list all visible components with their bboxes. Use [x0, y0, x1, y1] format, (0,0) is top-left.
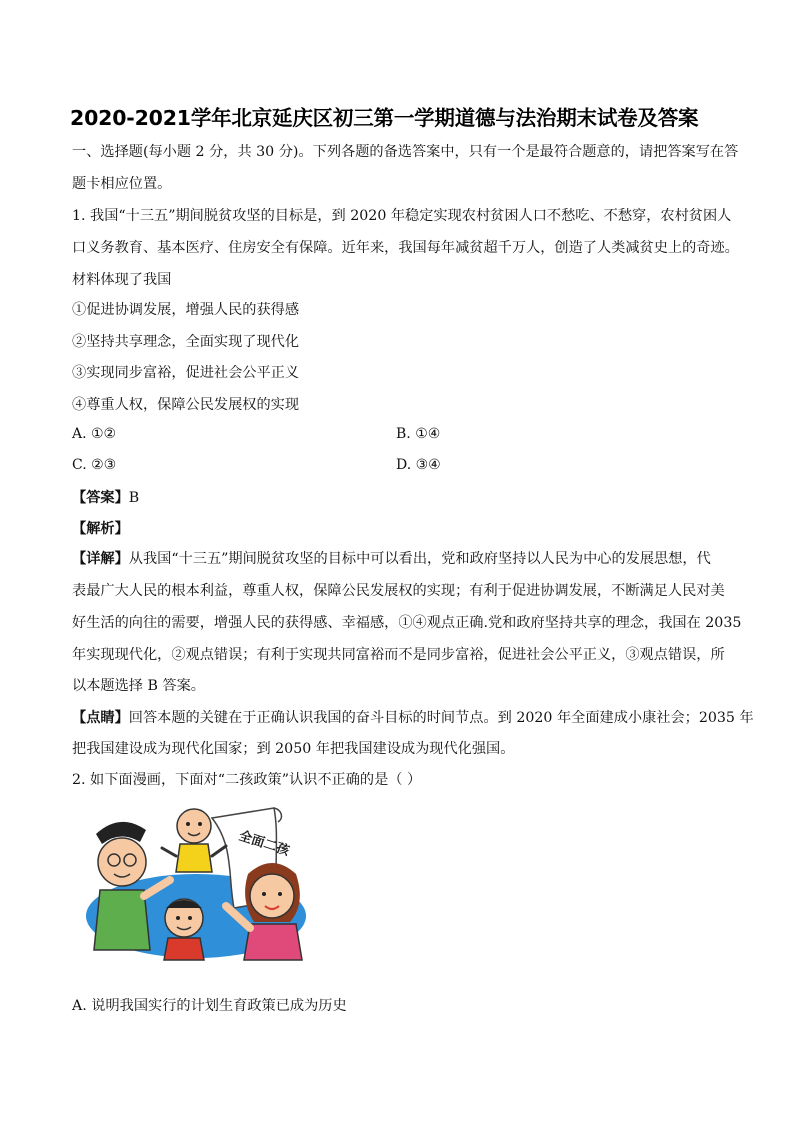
q1-option-b: B. ①④: [396, 426, 441, 442]
answer-label: 【答案】: [72, 490, 129, 506]
detail-line-1: [72, 549, 711, 569]
analysis-label: 【解析】: [72, 521, 129, 537]
comic-son: [164, 899, 204, 960]
family-comic-illustration: [84, 800, 314, 962]
answer-value: B: [128, 490, 140, 506]
q1-item-1: ①促进协调发展，增强人民的获得感: [72, 302, 300, 318]
q2-option-a: A. 说明我国实行的计划生育政策已成为历史: [72, 998, 347, 1014]
q1-item-2: ②坚持共享理念，全面实现了现代化: [72, 334, 300, 350]
tip-label: 【点睛】: [72, 710, 129, 726]
q1-item-3: ③实现同步富裕，促进社会公平正义: [72, 365, 300, 381]
q1-item-4: ④尊重人权，保障公民发展权的实现: [72, 397, 300, 413]
section-header-line-2: 题卡相应位置。: [72, 176, 172, 192]
q1-stem-line-3: 材料体现了我国: [72, 272, 172, 288]
tip-line-2: 把我国建设成为现代化国家；到 2050 年把我国建设成为现代化强国。: [72, 741, 515, 757]
q1-stem-line-1: 1. 我国“十三五”期间脱贫攻坚的目标是，到 2020 年稳定实现农村贫困人口不愁吃、不愁穿，农村贫困人: [72, 208, 732, 224]
q1-answer-line: [72, 488, 139, 508]
section-header-line-1: 一、选择题(每小题 2 分，共 30 分)。下列各题的备选答案中，只有一个是最符合题意的，请把答案写在答: [72, 144, 739, 160]
q1-option-c: C. ②③: [72, 457, 117, 473]
q1-option-d: D. ③④: [396, 457, 441, 473]
detail-line-4: 年实现现代化，②观点错误；有利于实现共同富裕而不是同步富裕，促进社会公平正义，③观点错误，所: [72, 647, 725, 663]
detail-line-5: 以本题选择 B 答案。: [72, 678, 205, 694]
q1-option-a: A. ①②: [72, 426, 117, 442]
page-title: 2020-2021学年北京延庆区初三第一学期道德与法治期末试卷及答案: [70, 106, 699, 130]
tip-line-1: [72, 708, 754, 728]
q2-stem: 2. 如下面漫画，下面对“二孩政策”认识不正确的是（ ）: [72, 772, 422, 788]
detail-label: 【详解】: [72, 551, 129, 567]
detail-line-3: 好生活的向往的需要，增强人民的获得感、幸福感，①④观点正确.党和政府坚持共享的理念，我国在 2035: [72, 615, 742, 631]
comic-banner-text: 全面二孩: [236, 828, 292, 860]
detail-text-1: 从我国“十三五”期间脱贫攻坚的目标中可以看出，党和政府坚持以人民为中心的发展思想，代: [128, 551, 711, 567]
tip-text-1: 回答本题的关键在于正确认识我国的奋斗目标的时间节点。到 2020 年全面建成小康社会；2035 年: [128, 710, 754, 726]
detail-line-2: 表最广大人民的根本利益，尊重人权，保障公民发展权的实现；有利于促进协调发展，不断满足人民对美: [72, 583, 725, 599]
q1-stem-line-2: 口义务教育、基本医疗、住房安全有保障。近年来，我国每年减贫超千万人，创造了人类减贫史上的奇迹。: [72, 240, 739, 256]
